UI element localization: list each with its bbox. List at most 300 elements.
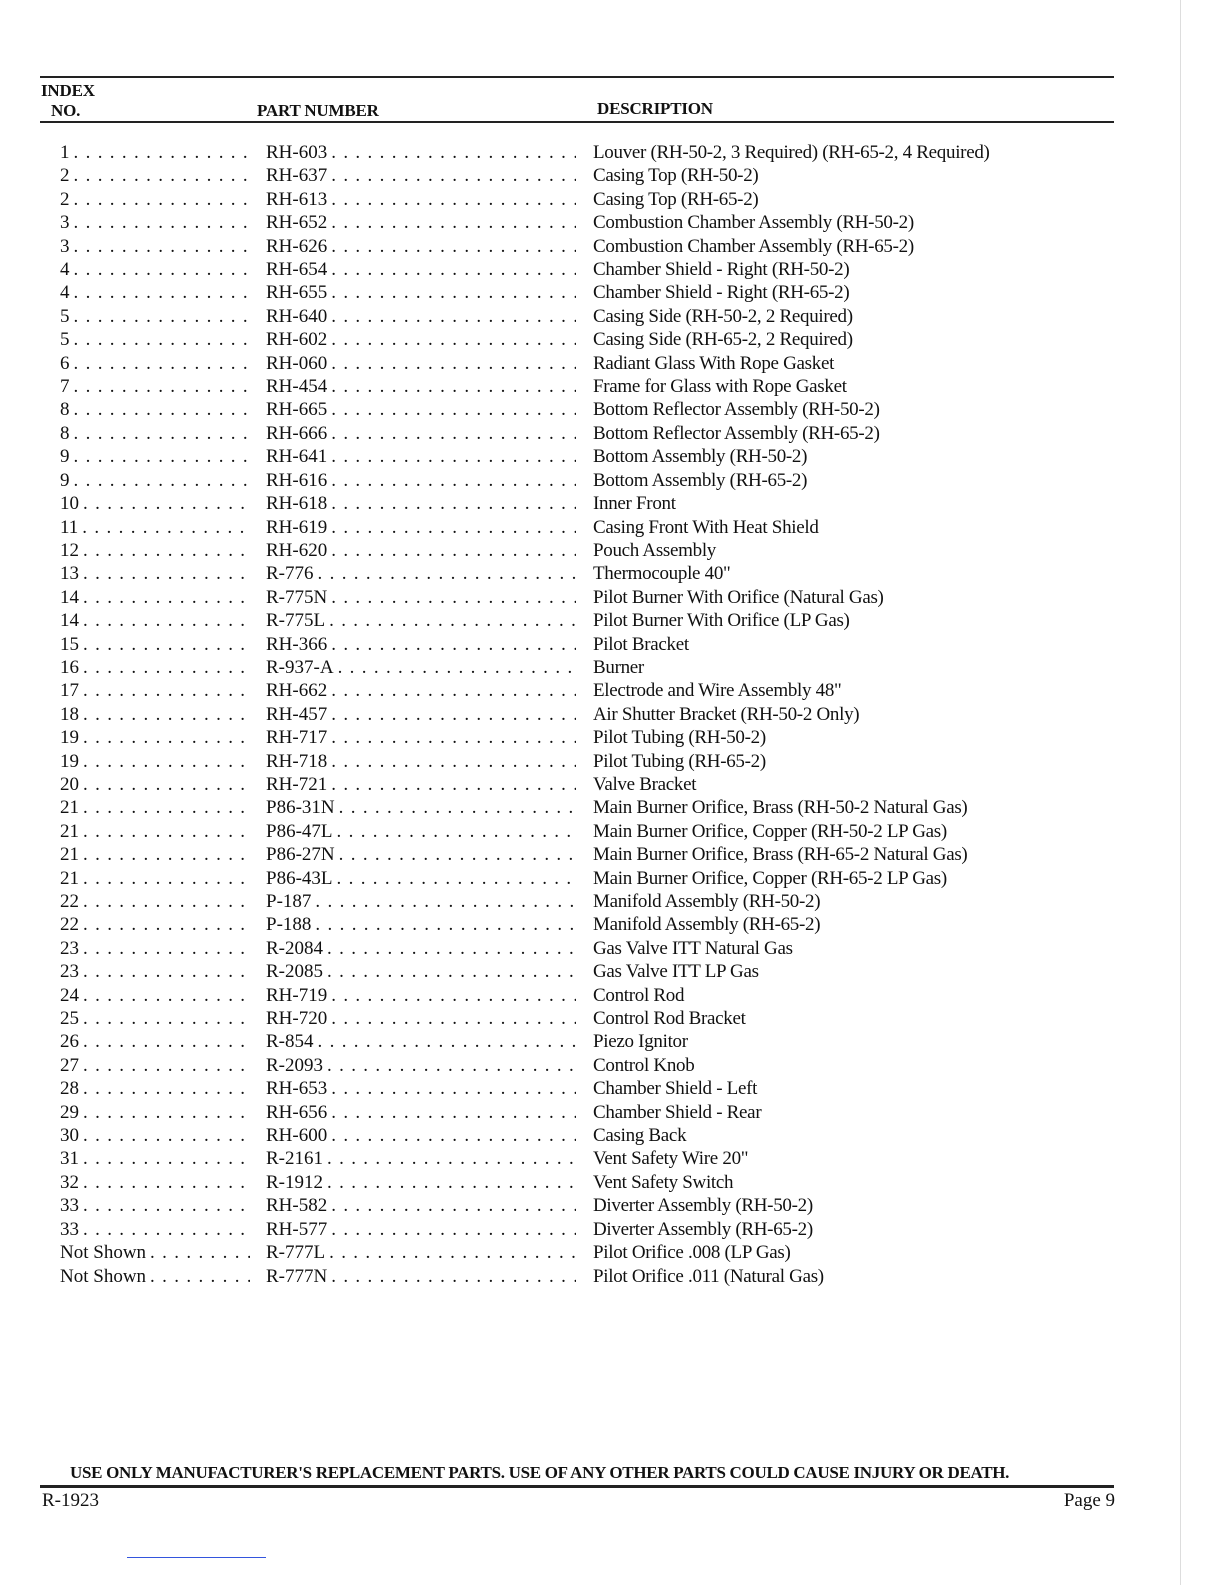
index-number: 26	[60, 1031, 79, 1053]
description: Casing Top (RH-50-2)	[593, 165, 759, 187]
index-number: 14	[60, 586, 79, 608]
description: Pilot Burner With Orifice (Natural Gas)	[593, 586, 884, 608]
dot-leader	[79, 1030, 250, 1053]
part-cell	[266, 703, 576, 726]
part-cell	[266, 1007, 576, 1030]
table-row	[0, 703, 1225, 726]
table-row	[0, 609, 1225, 632]
dot-leader	[335, 843, 576, 866]
part-cell	[266, 375, 576, 398]
dot-leader	[333, 867, 577, 890]
table-row	[0, 679, 1225, 702]
part-cell	[266, 1218, 576, 1241]
table-row	[0, 1007, 1225, 1030]
part-cell	[266, 211, 576, 234]
dot-leader	[70, 211, 251, 234]
dot-leader	[79, 960, 250, 983]
index-number: 29	[60, 1101, 79, 1123]
table-row	[0, 352, 1225, 375]
dot-leader	[79, 633, 250, 656]
description: Control Rod	[593, 984, 685, 1006]
index-number: 10	[60, 493, 79, 515]
part-number: RH-619	[266, 516, 328, 538]
table-row	[0, 1171, 1225, 1194]
part-cell	[266, 913, 576, 936]
index-cell	[60, 1054, 250, 1077]
index-number: 32	[60, 1171, 79, 1193]
table-row	[0, 1241, 1225, 1264]
table-row	[0, 890, 1225, 913]
index-cell	[60, 586, 250, 609]
dot-leader	[311, 890, 576, 913]
dot-leader	[327, 352, 576, 375]
dot-leader	[327, 750, 576, 773]
description: Electrode and Wire Assembly 48"	[593, 680, 842, 702]
part-cell	[266, 188, 576, 211]
part-cell	[266, 633, 576, 656]
dot-leader	[79, 586, 250, 609]
index-cell	[60, 398, 250, 421]
document-number: R-1923	[42, 1490, 99, 1511]
part-cell	[266, 609, 576, 632]
description: Diverter Assembly (RH-50-2)	[593, 1195, 813, 1217]
description: Manifold Assembly (RH-50-2)	[593, 891, 821, 912]
dot-leader	[79, 679, 250, 702]
dot-leader	[327, 984, 576, 1007]
index-number: 20	[60, 773, 79, 795]
dot-leader	[70, 445, 251, 468]
part-cell	[266, 352, 576, 375]
dot-leader	[70, 375, 251, 398]
dot-leader	[79, 1124, 250, 1147]
table-row	[0, 188, 1225, 211]
index-number: 1	[60, 142, 70, 163]
index-number: 33	[60, 1195, 79, 1217]
dot-leader	[79, 890, 250, 913]
dot-leader	[327, 1101, 576, 1124]
index-cell	[60, 867, 250, 890]
dot-leader	[78, 516, 250, 539]
index-number: 15	[60, 633, 79, 655]
dot-leader	[323, 1171, 576, 1194]
index-number: 23	[60, 937, 79, 959]
description: Bottom Assembly (RH-65-2)	[593, 469, 808, 491]
part-cell	[266, 1241, 576, 1264]
part-number: RH-721	[266, 773, 328, 795]
dot-leader	[70, 352, 251, 375]
part-number: R-775N	[266, 586, 328, 608]
part-cell	[266, 867, 576, 890]
description-header: DESCRIPTION	[597, 99, 713, 118]
table-row	[0, 281, 1225, 304]
table-row	[0, 398, 1225, 421]
index-cell	[60, 1030, 250, 1053]
description: Gas Valve ITT LP Gas	[593, 961, 759, 983]
part-number: RH-620	[266, 539, 328, 561]
part-number: RH-457	[266, 703, 328, 725]
part-number: RH-718	[266, 750, 328, 772]
dot-leader	[327, 141, 576, 164]
index-cell	[60, 539, 250, 562]
dot-leader	[70, 328, 251, 351]
description: Casing Side (RH-50-2, 2 Required)	[593, 305, 853, 327]
index-cell	[60, 422, 250, 445]
index-number: 11	[60, 516, 79, 538]
dot-leader	[79, 1101, 250, 1124]
part-number: RH-656	[266, 1101, 328, 1123]
index-cell	[60, 679, 250, 702]
index-number: 19	[60, 750, 79, 772]
part-number: RH-719	[266, 984, 328, 1006]
part-cell	[266, 586, 576, 609]
dot-leader	[79, 1054, 250, 1077]
part-cell	[266, 843, 576, 866]
part-number: RH-603	[266, 142, 328, 163]
part-number: RH-654	[266, 259, 328, 281]
table-row	[0, 633, 1225, 656]
part-number: RH-637	[266, 165, 328, 187]
description: Chamber Shield - Rear	[593, 1101, 762, 1123]
part-number: P86-31N	[266, 797, 335, 819]
part-cell	[266, 235, 576, 258]
part-cell	[266, 750, 576, 773]
dot-leader	[327, 235, 576, 258]
part-cell	[266, 281, 576, 304]
part-cell	[266, 328, 576, 351]
part-number: RH-655	[266, 282, 328, 304]
index-cell	[60, 726, 250, 749]
dot-leader	[79, 1218, 250, 1241]
index-cell	[60, 469, 250, 492]
index-cell	[60, 445, 250, 468]
index-cell	[60, 1077, 250, 1100]
dot-leader	[327, 679, 576, 702]
description: Bottom Reflector Assembly (RH-65-2)	[593, 422, 880, 444]
index-cell	[60, 937, 250, 960]
dot-leader	[327, 305, 576, 328]
part-number: RH-626	[266, 235, 328, 257]
index-header-line1: INDEX	[41, 81, 95, 100]
description: Main Burner Orifice, Copper (RH-50-2 LP Gas)	[593, 820, 947, 842]
description: Control Knob	[593, 1054, 695, 1076]
parts-table	[0, 141, 1225, 1288]
part-number: RH-618	[266, 493, 328, 515]
part-cell	[266, 539, 576, 562]
dot-leader	[314, 562, 577, 585]
part-cell	[266, 516, 576, 539]
table-row	[0, 328, 1225, 351]
table-row	[0, 1147, 1225, 1170]
table-row	[0, 726, 1225, 749]
description: Inner Front	[593, 493, 676, 515]
description: Pilot Orifice .008 (LP Gas)	[593, 1242, 791, 1264]
index-number: 2	[60, 165, 70, 187]
description: Radiant Glass With Rope Gasket	[593, 352, 835, 374]
dot-leader	[79, 609, 250, 632]
index-cell	[60, 1124, 250, 1147]
index-cell	[60, 352, 250, 375]
dot-leader	[79, 562, 250, 585]
dot-leader	[79, 843, 250, 866]
description: Pilot Tubing (RH-50-2)	[593, 727, 766, 749]
index-cell	[60, 1265, 250, 1288]
table-row	[0, 984, 1225, 1007]
dot-leader	[146, 1265, 250, 1288]
index-cell	[60, 750, 250, 773]
index-number: 5	[60, 305, 70, 327]
dot-leader	[327, 375, 576, 398]
description: Diverter Assembly (RH-65-2)	[593, 1218, 813, 1240]
table-row	[0, 516, 1225, 539]
dot-leader	[79, 750, 250, 773]
part-number: RH-641	[266, 446, 328, 468]
part-cell	[266, 1077, 576, 1100]
dot-leader	[79, 539, 250, 562]
table-row	[0, 750, 1225, 773]
dot-leader	[327, 211, 576, 234]
dot-leader	[79, 1147, 250, 1170]
index-number: 28	[60, 1078, 79, 1100]
part-cell	[266, 679, 576, 702]
index-cell	[60, 1194, 250, 1217]
table-row	[0, 164, 1225, 187]
dot-leader	[327, 703, 576, 726]
part-cell	[266, 445, 576, 468]
dot-leader	[327, 1007, 576, 1030]
dot-leader	[70, 188, 251, 211]
dot-leader	[327, 539, 576, 562]
dot-leader	[70, 305, 251, 328]
dot-leader	[79, 1194, 250, 1217]
index-number: 21	[60, 844, 79, 866]
dot-leader	[70, 281, 251, 304]
index-cell	[60, 703, 250, 726]
dot-leader	[79, 1171, 250, 1194]
dot-leader	[79, 867, 250, 890]
index-number: 17	[60, 680, 79, 702]
description: Main Burner Orifice, Brass (RH-50-2 Natural Gas)	[593, 797, 968, 819]
index-cell	[60, 843, 250, 866]
description: Pilot Tubing (RH-65-2)	[593, 750, 766, 772]
part-cell	[266, 960, 576, 983]
table-row	[0, 539, 1225, 562]
table-row	[0, 141, 1225, 164]
description: Vent Safety Wire 20"	[593, 1148, 749, 1170]
description: Combustion Chamber Assembly (RH-50-2)	[593, 212, 914, 234]
index-cell	[60, 633, 250, 656]
description: Pilot Orifice .011 (Natural Gas)	[593, 1265, 824, 1287]
index-number: 9	[60, 469, 70, 491]
part-number: RH-653	[266, 1078, 328, 1100]
part-cell	[266, 796, 576, 819]
dot-leader	[79, 796, 250, 819]
description: Pilot Burner With Orifice (LP Gas)	[593, 610, 850, 632]
description: Louver (RH-50-2, 3 Required) (RH-65-2, 4 Required)	[593, 142, 990, 163]
table-row	[0, 375, 1225, 398]
part-number: R-937-A	[266, 656, 334, 678]
index-number: 4	[60, 259, 70, 281]
description: Bottom Reflector Assembly (RH-50-2)	[593, 399, 880, 421]
dot-leader	[79, 773, 250, 796]
part-cell	[266, 1101, 576, 1124]
part-number: R-2084	[266, 937, 323, 959]
index-cell	[60, 890, 250, 913]
dot-leader	[79, 703, 250, 726]
page-edge	[1180, 0, 1181, 1585]
part-number: RH-454	[266, 376, 328, 398]
index-number: 8	[60, 422, 70, 444]
part-cell	[266, 1054, 576, 1077]
dot-leader	[323, 1054, 576, 1077]
table-row	[0, 235, 1225, 258]
dot-leader	[70, 398, 251, 421]
index-number: 31	[60, 1148, 79, 1170]
dot-leader	[325, 1241, 576, 1264]
dot-leader	[327, 586, 576, 609]
part-number: RH-602	[266, 329, 328, 351]
dot-leader	[327, 516, 576, 539]
part-number: RH-060	[266, 352, 328, 374]
part-cell	[266, 937, 576, 960]
index-cell	[60, 305, 250, 328]
part-number: P86-47L	[266, 820, 333, 842]
description: Casing Side (RH-65-2, 2 Required)	[593, 329, 853, 351]
dot-leader	[334, 656, 576, 679]
dot-leader	[327, 469, 576, 492]
dot-leader	[79, 1007, 250, 1030]
table-row	[0, 211, 1225, 234]
dot-leader	[327, 1194, 576, 1217]
index-header-line2: NO.	[51, 101, 81, 120]
table-row	[0, 1124, 1225, 1147]
index-number: 8	[60, 399, 70, 421]
index-number: Not Shown	[60, 1242, 147, 1264]
table-row	[0, 1194, 1225, 1217]
part-cell	[266, 258, 576, 281]
index-cell	[60, 609, 250, 632]
dot-leader	[323, 937, 576, 960]
dot-leader	[79, 492, 250, 515]
part-cell	[266, 773, 576, 796]
part-cell	[266, 469, 576, 492]
index-cell	[60, 1171, 250, 1194]
index-number: 21	[60, 797, 79, 819]
dot-leader	[79, 1077, 250, 1100]
index-number: 16	[60, 656, 79, 678]
description: Burner	[593, 656, 644, 678]
part-cell	[266, 984, 576, 1007]
index-cell	[60, 188, 250, 211]
dot-leader	[327, 281, 576, 304]
table-row	[0, 773, 1225, 796]
index-number: 21	[60, 867, 79, 889]
part-number: R-1912	[266, 1171, 323, 1193]
index-cell	[60, 913, 250, 936]
part-number: P86-27N	[266, 844, 335, 866]
description: Chamber Shield - Right (RH-50-2)	[593, 259, 850, 281]
dot-leader	[327, 1124, 576, 1147]
description: Pilot Bracket	[593, 633, 689, 655]
dot-leader	[79, 726, 250, 749]
part-cell	[266, 398, 576, 421]
dot-leader	[327, 258, 576, 281]
part-cell	[266, 562, 576, 585]
index-number: 9	[60, 446, 70, 468]
dot-leader	[323, 960, 576, 983]
part-number: R-2161	[266, 1148, 323, 1170]
description: Gas Valve ITT Natural Gas	[593, 937, 793, 959]
part-cell	[266, 820, 576, 843]
table-row	[0, 586, 1225, 609]
index-cell	[60, 960, 250, 983]
part-cell	[266, 726, 576, 749]
index-cell	[60, 820, 250, 843]
index-number: Not Shown	[60, 1265, 147, 1287]
part-number: R-854	[266, 1031, 314, 1053]
index-cell	[60, 375, 250, 398]
part-number: RH-616	[266, 469, 328, 491]
index-cell	[60, 235, 250, 258]
index-number: 2	[60, 188, 70, 210]
index-cell	[60, 1218, 250, 1241]
dot-leader	[79, 984, 250, 1007]
part-number: RH-640	[266, 305, 328, 327]
dot-leader	[327, 398, 576, 421]
description: Piezo Ignitor	[593, 1031, 688, 1053]
index-cell	[60, 1241, 250, 1264]
dot-leader	[323, 1147, 576, 1170]
dot-leader	[79, 656, 250, 679]
description: Casing Top (RH-65-2)	[593, 188, 759, 210]
index-cell	[60, 796, 250, 819]
table-row	[0, 562, 1225, 585]
description: Combustion Chamber Assembly (RH-65-2)	[593, 235, 914, 257]
part-cell	[266, 656, 576, 679]
index-number: 7	[60, 376, 70, 398]
part-number-header: PART NUMBER	[257, 101, 379, 120]
table-row	[0, 305, 1225, 328]
dot-leader	[325, 609, 576, 632]
dot-leader	[327, 445, 576, 468]
table-row	[0, 445, 1225, 468]
index-cell	[60, 164, 250, 187]
part-number: R-775L	[266, 610, 326, 632]
index-cell	[60, 258, 250, 281]
index-cell	[60, 281, 250, 304]
dot-leader	[327, 773, 576, 796]
part-cell	[266, 1265, 576, 1288]
part-number: RH-600	[266, 1125, 328, 1147]
part-number: RH-613	[266, 188, 328, 210]
description: Casing Back	[593, 1125, 687, 1147]
index-number: 19	[60, 727, 79, 749]
index-number: 22	[60, 914, 79, 936]
dot-leader	[70, 141, 251, 164]
index-number: 14	[60, 610, 79, 632]
description: Pouch Assembly	[593, 539, 717, 561]
index-number: 3	[60, 212, 70, 234]
index-number: 6	[60, 352, 70, 374]
index-cell	[60, 516, 250, 539]
part-cell	[266, 1030, 576, 1053]
dot-leader	[327, 422, 576, 445]
index-cell	[60, 562, 250, 585]
index-cell	[60, 328, 250, 351]
index-cell	[60, 492, 250, 515]
dot-leader	[70, 258, 251, 281]
dot-leader	[327, 633, 576, 656]
part-cell	[266, 422, 576, 445]
